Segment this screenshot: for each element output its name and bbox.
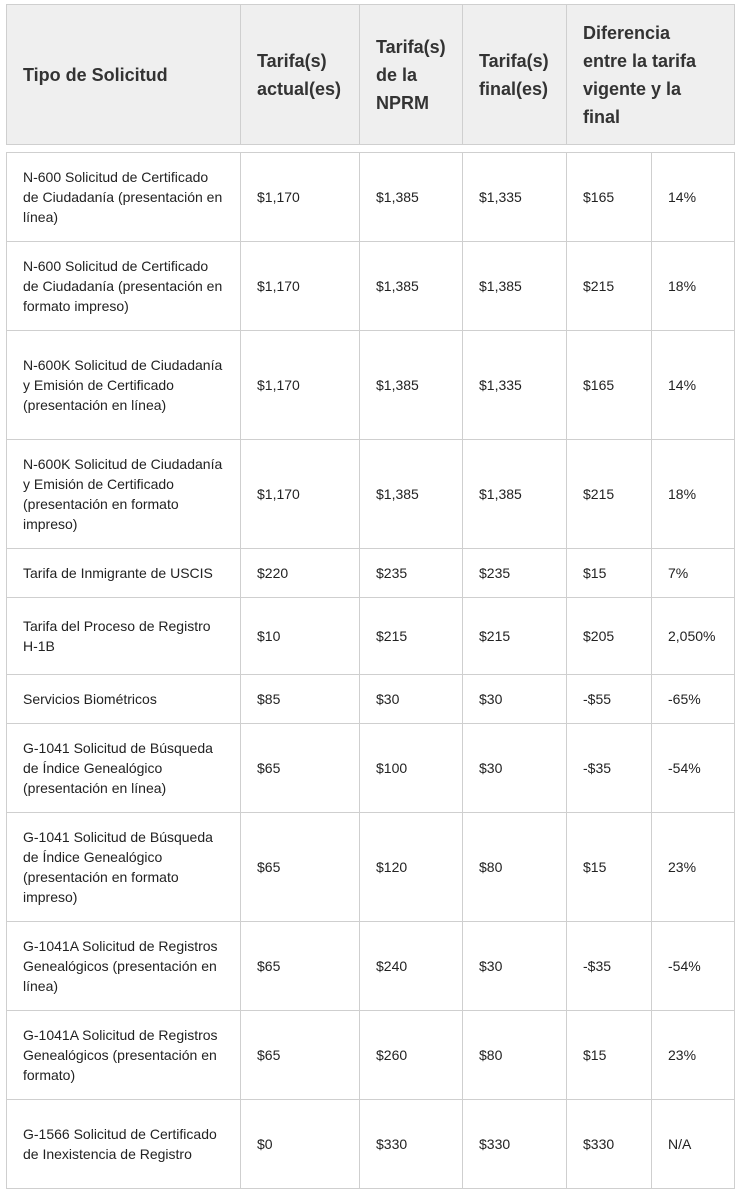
- table-row: [7, 153, 735, 242]
- cell-difference-amount: -$55: [567, 675, 652, 724]
- table-row: [7, 598, 735, 675]
- separator-cell: [7, 145, 735, 153]
- cell-request-type: G-1041A Solicitud de Registros Genealógicos (presentación en formato): [7, 1011, 241, 1100]
- table-body: [7, 145, 735, 1189]
- cell-nprm-fee: $235: [360, 549, 463, 598]
- table-row: [7, 440, 735, 549]
- cell-nprm-fee: $100: [360, 724, 463, 813]
- cell-request-type: Tarifa de Inmigrante de USCIS: [7, 549, 241, 598]
- cell-final-fee: $235: [463, 549, 567, 598]
- cell-final-fee: $1,335: [463, 153, 567, 242]
- cell-current-fee: $65: [241, 922, 360, 1011]
- cell-final-fee: $1,335: [463, 331, 567, 440]
- cell-nprm-fee: $120: [360, 813, 463, 922]
- cell-difference-percent: N/A: [652, 1100, 735, 1189]
- header-nprm-fee: Tarifa(s) de la NPRM: [360, 5, 463, 145]
- cell-current-fee: $1,170: [241, 440, 360, 549]
- cell-difference-percent: -54%: [652, 922, 735, 1011]
- cell-current-fee: $65: [241, 813, 360, 922]
- cell-difference-amount: $205: [567, 598, 652, 675]
- cell-current-fee: $0: [241, 1100, 360, 1189]
- cell-difference-amount: -$35: [567, 724, 652, 813]
- cell-final-fee: $80: [463, 813, 567, 922]
- table-row: [7, 724, 735, 813]
- cell-final-fee: $1,385: [463, 242, 567, 331]
- cell-difference-percent: -65%: [652, 675, 735, 724]
- cell-final-fee: $80: [463, 1011, 567, 1100]
- cell-difference-amount: $215: [567, 242, 652, 331]
- table-row: [7, 675, 735, 724]
- cell-nprm-fee: $240: [360, 922, 463, 1011]
- cell-current-fee: $10: [241, 598, 360, 675]
- cell-difference-amount: -$35: [567, 922, 652, 1011]
- table-row: [7, 922, 735, 1011]
- header-type: Tipo de Solicitud: [7, 5, 241, 145]
- cell-request-type: Servicios Biométricos: [7, 675, 241, 724]
- cell-nprm-fee: $1,385: [360, 331, 463, 440]
- cell-current-fee: $1,170: [241, 242, 360, 331]
- header-current-fee: Tarifa(s) actual(es): [241, 5, 360, 145]
- table-row: [7, 813, 735, 922]
- table-row: [7, 1011, 735, 1100]
- cell-difference-amount: $215: [567, 440, 652, 549]
- table-row: [7, 242, 735, 331]
- cell-difference-amount: $165: [567, 153, 652, 242]
- cell-current-fee: $65: [241, 724, 360, 813]
- fee-table: [6, 4, 735, 1189]
- cell-request-type: N-600 Solicitud de Certificado de Ciudadanía (presentación en formato impreso): [7, 242, 241, 331]
- cell-current-fee: $85: [241, 675, 360, 724]
- cell-difference-amount: $15: [567, 549, 652, 598]
- cell-request-type: Tarifa del Proceso de Registro H-1B: [7, 598, 241, 675]
- header-separator: [7, 145, 735, 153]
- cell-nprm-fee: $260: [360, 1011, 463, 1100]
- cell-final-fee: $30: [463, 724, 567, 813]
- cell-difference-percent: 2,050%: [652, 598, 735, 675]
- cell-nprm-fee: $1,385: [360, 440, 463, 549]
- cell-final-fee: $330: [463, 1100, 567, 1189]
- cell-final-fee: $30: [463, 922, 567, 1011]
- cell-difference-percent: 18%: [652, 440, 735, 549]
- cell-final-fee: $30: [463, 675, 567, 724]
- cell-request-type: G-1041 Solicitud de Búsqueda de Índice Genealógico (presentación en formato impreso): [7, 813, 241, 922]
- cell-current-fee: $65: [241, 1011, 360, 1100]
- cell-nprm-fee: $330: [360, 1100, 463, 1189]
- cell-final-fee: $1,385: [463, 440, 567, 549]
- cell-difference-percent: 18%: [652, 242, 735, 331]
- cell-difference-amount: $15: [567, 813, 652, 922]
- cell-nprm-fee: $1,385: [360, 153, 463, 242]
- cell-difference-amount: $15: [567, 1011, 652, 1100]
- cell-difference-amount: $330: [567, 1100, 652, 1189]
- table-row: [7, 1100, 735, 1189]
- cell-request-type: N-600 Solicitud de Certificado de Ciudadanía (presentación en línea): [7, 153, 241, 242]
- cell-difference-percent: 23%: [652, 813, 735, 922]
- cell-current-fee: $1,170: [241, 153, 360, 242]
- cell-difference-amount: $165: [567, 331, 652, 440]
- header-row: [7, 5, 735, 145]
- table-row: [7, 549, 735, 598]
- cell-nprm-fee: $1,385: [360, 242, 463, 331]
- cell-difference-percent: 14%: [652, 153, 735, 242]
- cell-request-type: G-1041 Solicitud de Búsqueda de Índice Genealógico (presentación en línea): [7, 724, 241, 813]
- header-final-fee: Tarifa(s) final(es): [463, 5, 567, 145]
- cell-current-fee: $1,170: [241, 331, 360, 440]
- cell-current-fee: $220: [241, 549, 360, 598]
- cell-nprm-fee: $30: [360, 675, 463, 724]
- cell-difference-percent: 14%: [652, 331, 735, 440]
- cell-difference-percent: -54%: [652, 724, 735, 813]
- cell-request-type: G-1041A Solicitud de Registros Genealógicos (presentación en línea): [7, 922, 241, 1011]
- table-row: [7, 331, 735, 440]
- cell-difference-percent: 7%: [652, 549, 735, 598]
- cell-request-type: N-600K Solicitud de Ciudadanía y Emisión de Certificado (presentación en línea): [7, 331, 241, 440]
- header-difference: Diferencia entre la tarifa vigente y la final: [567, 5, 735, 145]
- cell-final-fee: $215: [463, 598, 567, 675]
- cell-request-type: N-600K Solicitud de Ciudadanía y Emisión de Certificado (presentación en formato impreso): [7, 440, 241, 549]
- cell-request-type: G-1566 Solicitud de Certificado de Inexistencia de Registro: [7, 1100, 241, 1189]
- cell-difference-percent: 23%: [652, 1011, 735, 1100]
- cell-nprm-fee: $215: [360, 598, 463, 675]
